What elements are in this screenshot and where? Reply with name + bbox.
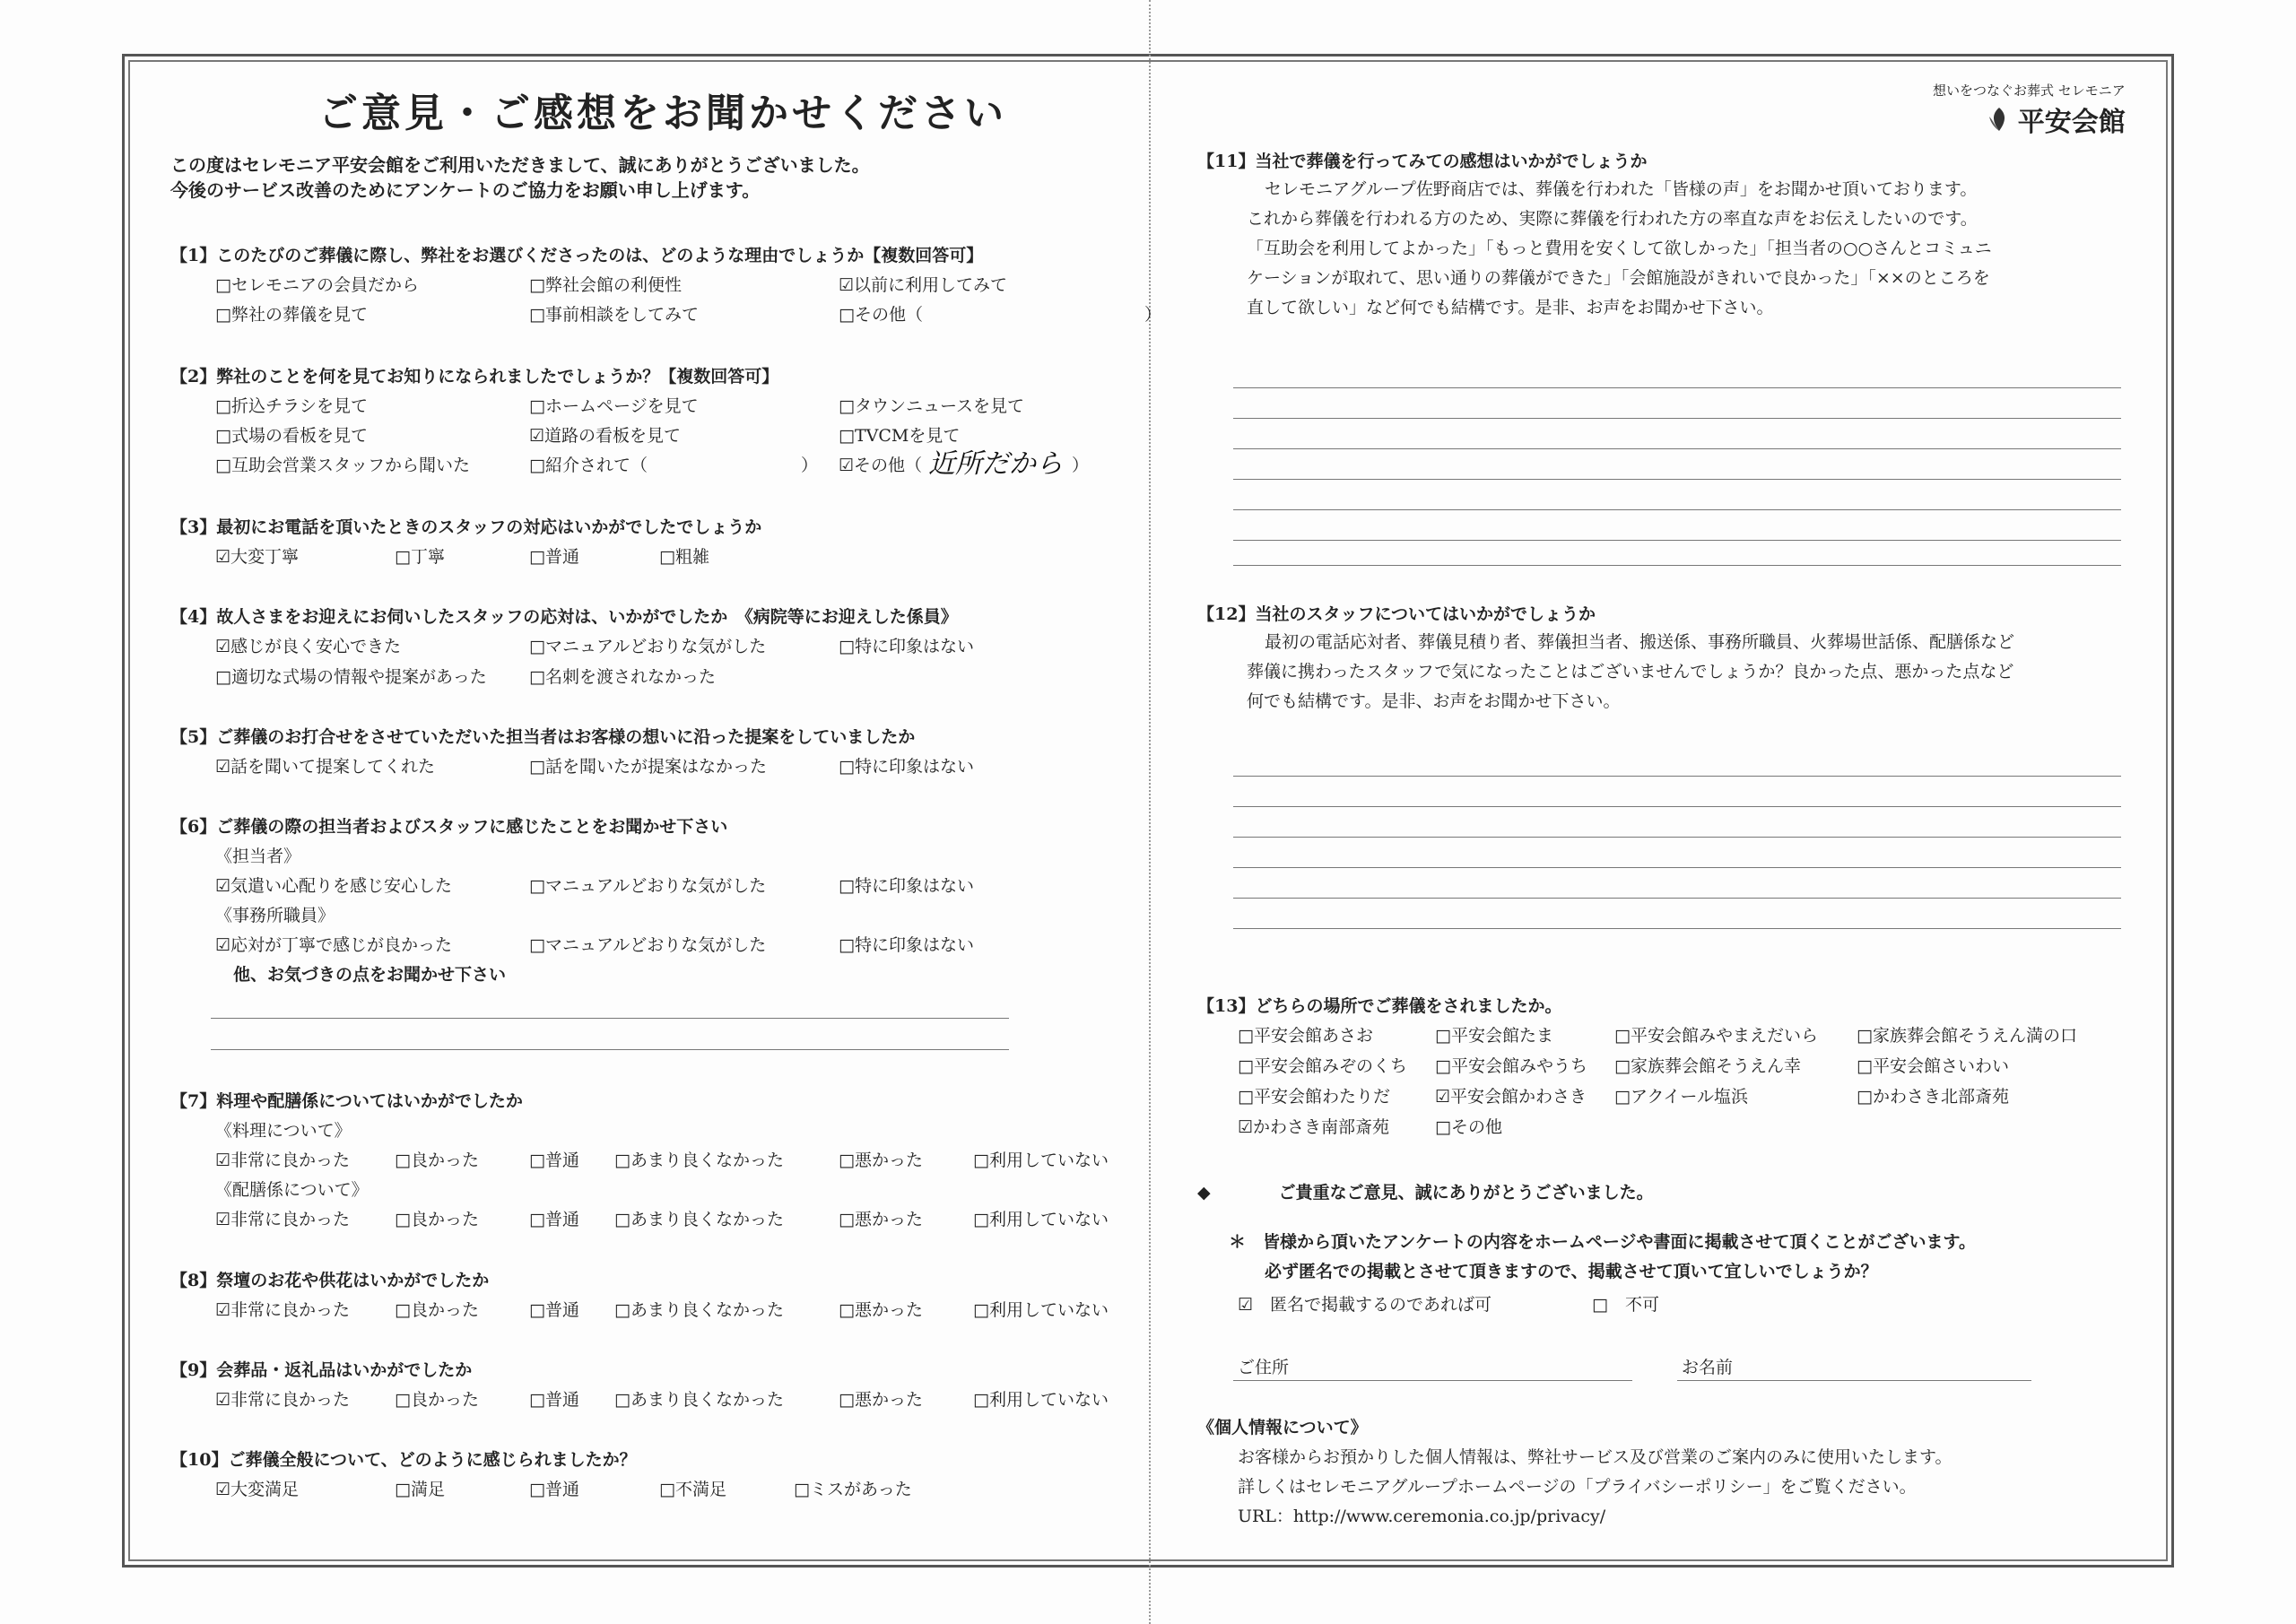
q2-option[interactable]: □互助会営業スタッフから聞いた	[215, 456, 470, 475]
q7-sub-serving: 《配膳係について》	[215, 1180, 369, 1200]
q11-write-line[interactable]	[1233, 387, 2121, 388]
q9-option[interactable]: ☑非常に良かった	[215, 1390, 351, 1410]
q3-label: 【3】最初にお電話を頂いたときのスタッフの対応はいかがでしたでしょうか	[170, 517, 762, 537]
q13-option[interactable]: □家族葬会館そうえん幸	[1614, 1056, 1801, 1076]
q1-option[interactable]: □セレモニアの会員だから	[215, 275, 419, 295]
q1-option[interactable]: □弊社の葬儀を見て	[215, 305, 368, 325]
q7-food-option[interactable]: □利用していない	[973, 1151, 1109, 1170]
q12-write-line[interactable]	[1233, 928, 2121, 929]
q7-food-option[interactable]: □普通	[529, 1151, 579, 1170]
q4-option[interactable]: □適切な式場の情報や提案があった	[215, 667, 487, 687]
q2-option[interactable]: □タウンニュースを見て	[839, 396, 1025, 416]
q9-option[interactable]: □普通	[529, 1390, 579, 1410]
q12-body-line: 何でも結構です。是非、お声をお聞かせ下さい。	[1247, 691, 1621, 711]
name-field[interactable]	[1677, 1380, 2031, 1381]
q10-option[interactable]: ☑大変満足	[215, 1480, 300, 1499]
q8-label: 【8】祭壇のお花や供花はいかがでしたか	[170, 1271, 490, 1290]
q11-label: 【11】当社で葬儀を行ってみての感想はいかがでしょうか	[1197, 152, 1648, 171]
q7-food-option[interactable]: □悪かった	[839, 1151, 923, 1170]
q6-option[interactable]: □特に印象はない	[839, 935, 974, 955]
brand-name: 平安会館	[2017, 107, 2126, 138]
q13-option[interactable]: □アクイール塩浜	[1614, 1087, 1749, 1107]
q12-write-line[interactable]	[1233, 837, 2121, 838]
q13-option[interactable]: ☑かわさき南部斎苑	[1238, 1117, 1390, 1137]
q11-write-line[interactable]	[1233, 509, 2121, 510]
privacy-title: 《個人情報について》	[1197, 1418, 1368, 1437]
q8-option[interactable]: □良かった	[395, 1300, 479, 1320]
privacy-url-link[interactable]: URL：http://www.ceremonia.co.jp/privacy/	[1238, 1507, 1606, 1526]
q3-option[interactable]: □粗雑	[659, 547, 709, 567]
q8-option[interactable]: ☑非常に良かった	[215, 1300, 351, 1320]
q2-option[interactable]: □折込チラシを見て	[215, 396, 368, 416]
intro-line-1: この度はセレモニア平安会館をご利用いただきまして、誠にありがとうございました。	[170, 154, 870, 176]
q13-option[interactable]: □平安会館さいわい	[1857, 1056, 2009, 1076]
q11-write-line[interactable]	[1233, 448, 2121, 449]
q5-label: 【5】ご葬儀のお打合せをさせていただいた担当者はお客様の想いに沿った提案をしていましたか	[170, 727, 916, 747]
q6-sub-office: 《事務所職員》	[215, 906, 335, 925]
q13-option[interactable]: □かわさき北部斎苑	[1857, 1087, 2009, 1107]
name-label: お名前	[1682, 1358, 1734, 1377]
q13-option[interactable]: □平安会館みやまえだいら	[1614, 1026, 1818, 1046]
q2-option[interactable]: □紹介されて（ ）	[529, 456, 818, 475]
q13-label: 【13】どちらの場所でご葬儀をされましたか。	[1197, 996, 1562, 1016]
q8-option[interactable]: □普通	[529, 1300, 579, 1320]
q12-write-line[interactable]	[1233, 898, 2121, 899]
q7-serving-option[interactable]: ☑非常に良かった	[215, 1210, 351, 1229]
q13-option[interactable]: □平安会館たま	[1435, 1026, 1553, 1046]
q7-serving-option[interactable]: □普通	[529, 1210, 579, 1229]
q6-option[interactable]: □マニュアルどおりな気がした	[529, 876, 767, 896]
q12-body-line: 葬儀に携わったスタッフで気になったことはございませんでしょうか？良かった点、悪かった点など	[1247, 662, 2014, 682]
q11-write-line[interactable]	[1233, 540, 2121, 541]
q13-option[interactable]: ☑平安会館かわさき	[1435, 1087, 1587, 1107]
q2-handwritten-answer: 近所だから	[928, 448, 1063, 480]
page-title: ご意見・ご感想をお聞かせください	[318, 91, 1007, 136]
q11-write-line[interactable]	[1233, 565, 2121, 566]
q11-body	[1247, 175, 2099, 323]
q2-paren-close: ）	[1072, 456, 1090, 475]
q1-option[interactable]: □事前相談をしてみて	[529, 305, 699, 325]
q1-label: 【1】このたびのご葬儀に際し、弊社をお選びくださったのは、どのような理由でしょうか【複数回答可】	[170, 246, 984, 265]
q3-option[interactable]: □普通	[529, 547, 579, 567]
address-label: ご住所	[1238, 1358, 1290, 1377]
q2-option[interactable]: ☑その他（	[839, 456, 923, 475]
q9-label: 【9】会葬品・返礼品はいかがでしたか	[170, 1360, 473, 1380]
q9-option[interactable]: □あまり良くなかった	[614, 1390, 784, 1410]
fold-line	[1149, 0, 1151, 1624]
q4-option[interactable]: □マニュアルどおりな気がした	[529, 637, 767, 656]
q8-option[interactable]: □利用していない	[973, 1300, 1109, 1320]
q11-write-line[interactable]	[1233, 418, 2121, 419]
q11-body-line: 「互助会を利用してよかった」「もっと費用を安くして欲しかった」「担当者の○○さんとコミュニ	[1247, 239, 1992, 258]
q12-body	[1247, 628, 2099, 716]
q6-other-label: 他、お気づきの点をお聞かせ下さい	[233, 965, 507, 985]
q12-label: 【12】当社のスタッフについてはいかがでしょうか	[1197, 604, 1596, 624]
q3-option[interactable]: □丁寧	[395, 547, 445, 567]
q10-option[interactable]: □不満足	[659, 1480, 726, 1499]
q6-option[interactable]: □マニュアルどおりな気がした	[529, 935, 767, 955]
q10-option[interactable]: □普通	[529, 1480, 579, 1499]
q9-option[interactable]: □良かった	[395, 1390, 479, 1410]
q7-serving-option[interactable]: □あまり良くなかった	[614, 1210, 784, 1229]
q6-option[interactable]: ☑気遣い心配りを感じ安心した	[215, 876, 453, 896]
q3-option[interactable]: ☑大変丁寧	[215, 547, 300, 567]
q6-option[interactable]: □特に印象はない	[839, 876, 974, 896]
q2-option[interactable]: □式場の看板を見て	[215, 426, 368, 446]
q2-option[interactable]: □TVCMを見て	[839, 426, 961, 446]
q9-option[interactable]: □利用していない	[973, 1390, 1109, 1410]
q11-write-line[interactable]	[1233, 479, 2121, 480]
q5-option[interactable]: ☑話を聞いて提案してくれた	[215, 757, 436, 777]
q1-option[interactable]: □弊社会館の利便性	[529, 275, 682, 295]
q1-option[interactable]: □その他（ ）	[839, 305, 1161, 325]
q10-label: 【10】ご葬儀全般について、どのように感じられましたか？	[170, 1450, 637, 1470]
lotus-icon	[1987, 106, 2011, 133]
q12-write-line[interactable]	[1233, 806, 2121, 807]
q11-body-line: セレモニアグループ佐野商店では、葬儀を行われた「皆様の声」をお聞かせ頂いております。	[1265, 179, 1978, 199]
q7-serving-option[interactable]: □利用していない	[973, 1210, 1109, 1229]
q13-option[interactable]: □その他	[1435, 1117, 1502, 1137]
q13-option[interactable]: □平安会館みやうち	[1435, 1056, 1587, 1076]
publish-notice-1: ＊ 皆様から頂いたアンケートの内容をホームページや書面に掲載させて頂くことがございます。	[1229, 1232, 1976, 1252]
q8-option[interactable]: □あまり良くなかった	[614, 1300, 784, 1320]
q2-option[interactable]: □ホームページを見て	[529, 396, 699, 416]
q12-body-line: 最初の電話応対者、葬儀見積り者、葬儀担当者、搬送係、事務所職員、火葬場世話係、配膳係など	[1265, 632, 2015, 652]
q13-option[interactable]: □平安会館あさお	[1238, 1026, 1373, 1046]
q13-option[interactable]: □家族葬会館そうえん満の口	[1857, 1026, 2077, 1046]
q10-option[interactable]: □満足	[395, 1480, 445, 1499]
publish-yes-checkbox[interactable]: ☑ 匿名で掲載するのであれば可	[1238, 1295, 1492, 1315]
q9-option[interactable]: □悪かった	[839, 1390, 923, 1410]
address-field[interactable]	[1233, 1380, 1632, 1381]
privacy-line: お客様からお預かりした個人情報は、弊社サービス及び営業のご案内のみに使用いたします。	[1238, 1447, 1952, 1467]
q5-option[interactable]: □特に印象はない	[839, 757, 974, 777]
q2-label: 【2】弊社のことを何を見てお知りになられましたでしょうか？【複数回答可】	[170, 367, 779, 386]
q7-serving-option[interactable]: □悪かった	[839, 1210, 923, 1229]
q12-write-line[interactable]	[1233, 867, 2121, 868]
q12-write-line[interactable]	[1233, 776, 2121, 777]
publish-notice-2: 必ず匿名での掲載とさせて頂きますので、掲載させて頂いて宜しいでしょうか？	[1265, 1262, 1878, 1281]
q6-sub-staff: 《担当者》	[215, 847, 301, 866]
q4-option[interactable]: ☑感じが良く安心できた	[215, 637, 402, 656]
q7-food-option[interactable]: □良かった	[395, 1151, 479, 1170]
q7-food-option[interactable]: □あまり良くなかった	[614, 1151, 784, 1170]
q13-option[interactable]: □平安会館みぞのくち	[1238, 1056, 1407, 1076]
q7-food-option[interactable]: ☑非常に良かった	[215, 1151, 351, 1170]
q11-body-line: ケーションが取れて、思い通りの葬儀ができた」「会館施設がきれいで良かった」「××のところを	[1247, 268, 1990, 288]
q11-body-line: これから葬儀を行われる方のため、実際に葬儀を行われた方の率直な声をお伝えしたいのです。	[1247, 209, 1978, 229]
q4-label: 【4】故人さまをお迎えにお伺いしたスタッフの応対は、いかがでしたか 《病院等にお迎えした係員》	[170, 607, 958, 627]
q7-label: 【7】料理や配膳係についてはいかがでしたか	[170, 1091, 523, 1111]
brand-logo	[1933, 81, 2126, 139]
q7-serving-option[interactable]: □良かった	[395, 1210, 479, 1229]
q8-option[interactable]: □悪かった	[839, 1300, 923, 1320]
q2-option[interactable]: ☑道路の看板を見て	[529, 426, 682, 446]
brand-tagline: 想いをつなぐお葬式 セレモニア	[1933, 83, 2126, 99]
thanks-message: ◆ ご貴重なご意見、誠にありがとうございました。	[1197, 1183, 1654, 1203]
q13-option[interactable]: □平安会館わたりだ	[1238, 1087, 1390, 1107]
q10-option[interactable]: □ミスがあった	[794, 1480, 912, 1499]
q6-write-line[interactable]	[211, 1018, 1009, 1019]
publish-no-checkbox[interactable]: □ 不可	[1592, 1295, 1659, 1315]
q11-body-line: 直して欲しい」など何でも結構です。是非、お声をお聞かせ下さい。	[1247, 298, 1774, 317]
q5-option[interactable]: □話を聞いたが提案はなかった	[529, 757, 767, 777]
q4-option[interactable]: □名刺を渡されなかった	[529, 667, 716, 687]
q6-option[interactable]: ☑応対が丁寧で感じが良かった	[215, 935, 453, 955]
intro-line-2: 今後のサービス改善のためにアンケートのご協力をお願い申し上げます。	[170, 179, 761, 201]
q6-label: 【6】ご葬儀の際の担当者およびスタッフに感じたことをお聞かせ下さい	[170, 817, 728, 837]
q4-option[interactable]: □特に印象はない	[839, 637, 974, 656]
q1-option[interactable]: ☑以前に利用してみて	[839, 275, 1008, 295]
privacy-line: 詳しくはセレモニアグループホームページの「プライバシーポリシー」をご覧ください。	[1238, 1477, 1917, 1497]
q7-sub-food: 《料理について》	[215, 1121, 352, 1141]
q6-write-line[interactable]	[211, 1049, 1009, 1050]
